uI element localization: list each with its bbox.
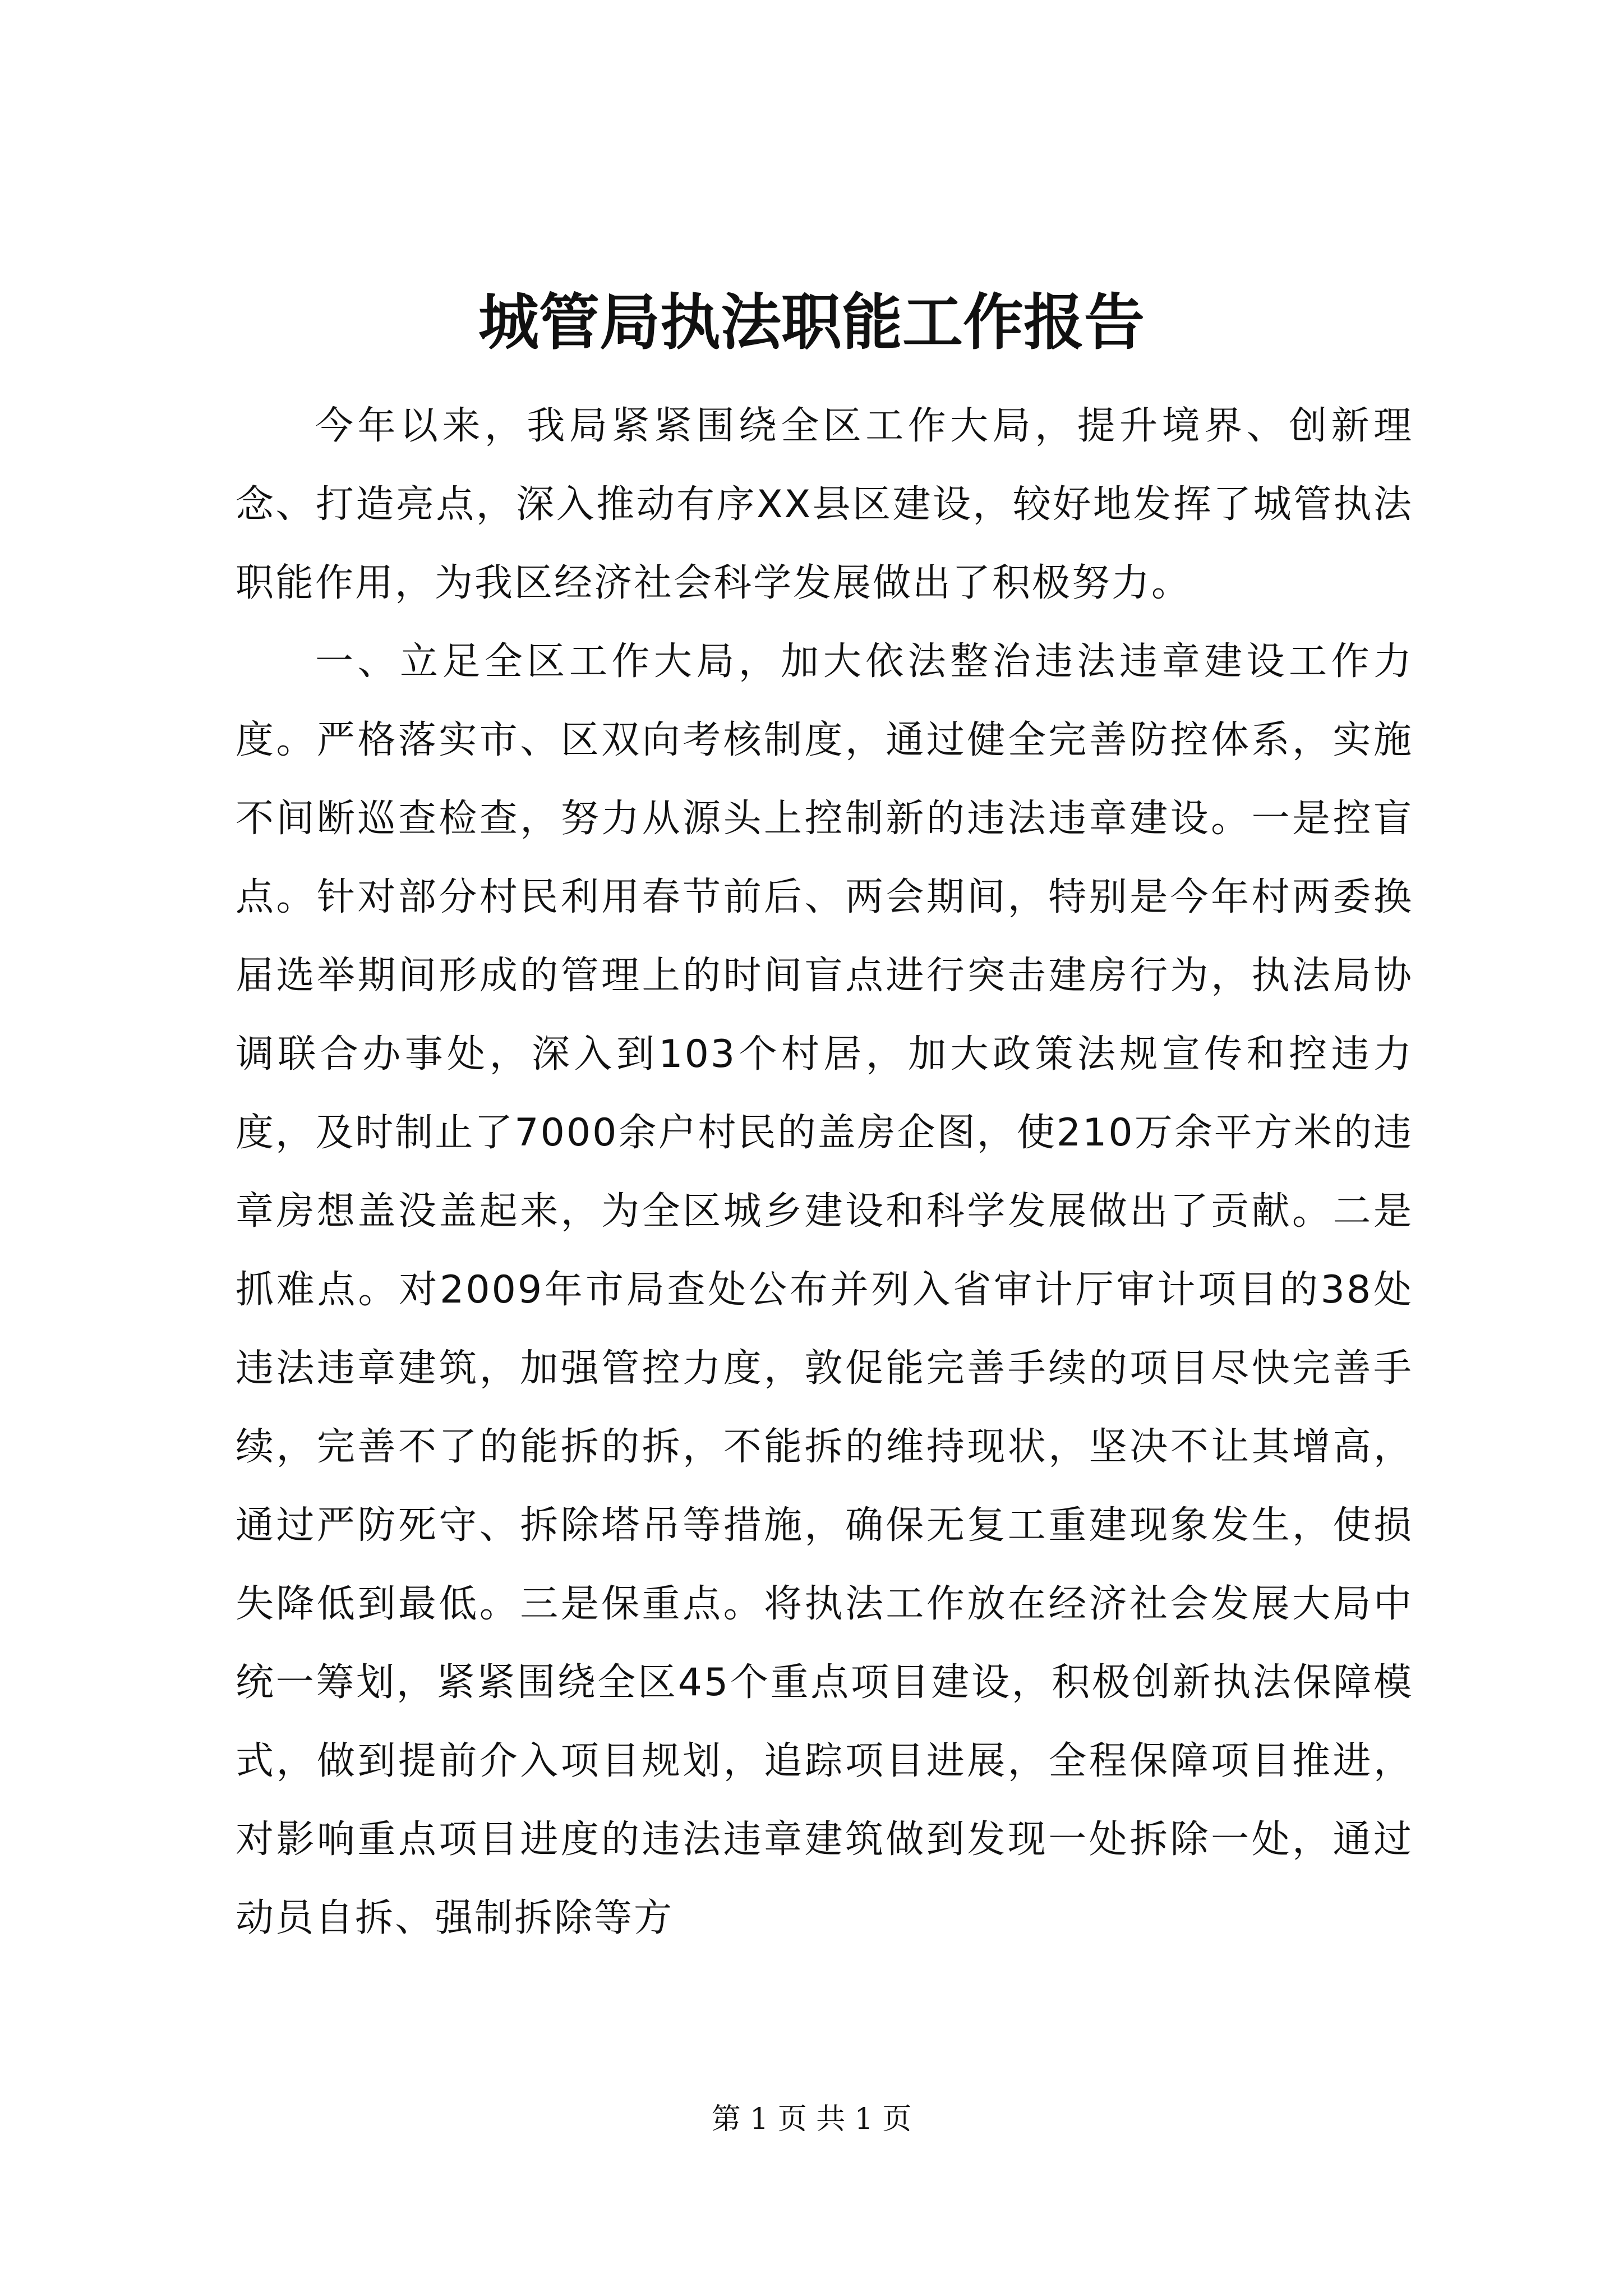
paragraph-section-1: 一、立足全区工作大局，加大依法整治违法违章建设工作力度。严格落实市、区双向考核制度，通过健全完善防控体系，实施不间断巡查检查，努力从源头上控制新的违法违章建设。一是控盲点。针对部分村民利用春节前后、两会期间，特别是今年村两委换届选举期间形成的管理上的时间盲点进行突击建房行为，执法局协调联合办事处，深入到103个村居，加大政策法规宣传和控违力度，及时制止了7000余户村民的盖房企图，使210万余平方米的违章房想盖没盖起来，为全区城乡建设和科学发展做出了贡献。二是抓难点。对2009年市局查处公布并列入省审计厅审计项目的38处违法违章建筑，加强管控力度，敦促能完善手续的项目尽快完善手续，完善不了的能拆的拆，不能拆的维持现状，坚决不让其增高，通过严防死守、拆除塔吊等措施，确保无复工重建现象发生，使损失降低到最低。三是保重点。将执法工作放在经济社会发展大局中统一筹划，紧紧围绕全区45个重点项目建设，积极创新执法保障模式，做到提前介入项目规划，追踪项目进展，全程保障项目推进，对影响重点项目进度的违法违章建筑做到发现一处拆除一处，通过动员自拆、强制拆除等方	[236, 639, 1413, 1940]
document-body	[236, 387, 1413, 1958]
page-number-footer: 第 1 页 共 1 页	[711, 2102, 912, 2136]
paragraph-intro: 今年以来，我局紧紧围绕全区工作大局，提升境界、创新理念、打造亮点，深入推动有序XX县区建设，较好地发挥了城管执法职能作用，为我区经济社会科学发展做出了积极努力。	[236, 404, 1413, 605]
document-title: 城管局执法职能工作报告	[478, 287, 1145, 358]
